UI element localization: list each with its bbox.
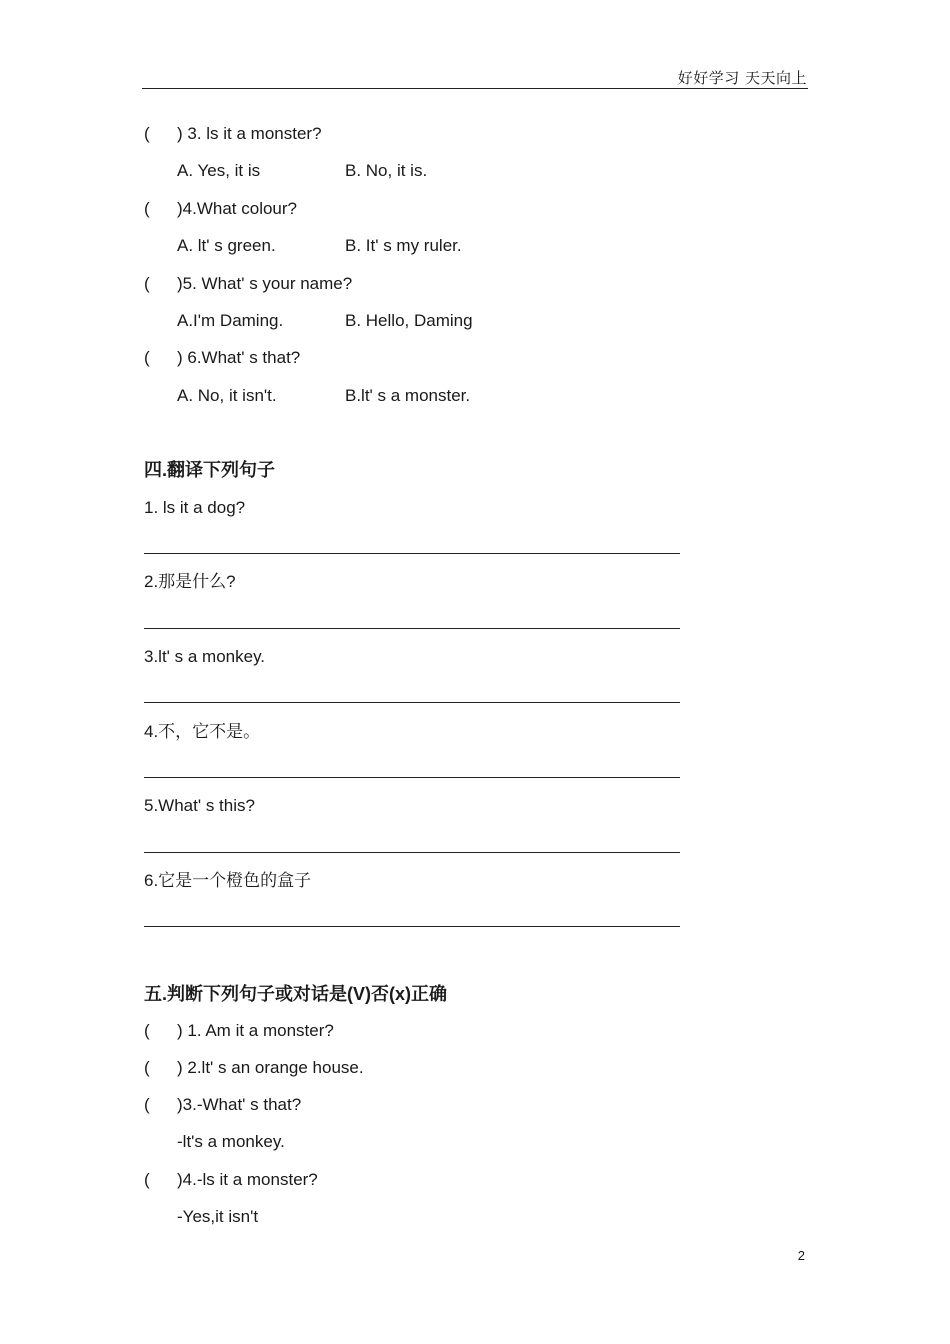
translation-prompt: 2.那是什么? [144, 572, 236, 591]
page-header-motto: 好好学习 天天向上 [677, 69, 807, 87]
answer-line[interactable] [144, 852, 680, 853]
question-text: ) 3. ls it a monster? [177, 124, 322, 143]
answer-paren: ( [144, 348, 150, 367]
option-b: B. Hello, Daming [345, 311, 473, 330]
option-a: A. No, it isn't. [177, 386, 277, 405]
answer-paren: ( [144, 1170, 150, 1189]
judgement-text: )3.-What' s that? [177, 1095, 302, 1114]
option-b: B.lt' s a monster. [345, 386, 471, 405]
question-text: ) 6.What' s that? [177, 348, 301, 367]
translation-prompt: 3.lt' s a monkey. [144, 647, 266, 666]
answer-line[interactable] [144, 553, 680, 554]
answer-paren: ( [144, 1058, 150, 1077]
answer-line[interactable] [144, 628, 680, 629]
judgement-text: ) 2.lt' s an orange house. [177, 1058, 364, 1077]
translation-prompt: 5.What' s this? [144, 796, 255, 815]
judgement-text: )4.-ls it a monster? [177, 1170, 318, 1189]
translation-prompt: 1. ls it a dog? [144, 498, 246, 517]
answer-line[interactable] [144, 777, 680, 778]
question-text: )4.What colour? [177, 199, 297, 218]
translation-prompt: 6.它是一个橙色的盒子 [144, 871, 312, 890]
answer-line[interactable] [144, 926, 680, 927]
option-b: B. It' s my ruler. [345, 236, 462, 255]
option-b: B. No, it is. [345, 161, 428, 180]
answer-line[interactable] [144, 702, 680, 703]
answer-paren: ( [144, 1095, 150, 1114]
answer-paren: ( [144, 124, 150, 143]
judgement-reply: -lt's a monkey. [177, 1132, 285, 1151]
page-number: 2 [797, 1248, 805, 1263]
judgement-text: ) 1. Am it a monster? [177, 1021, 334, 1040]
translation-prompt: 4.不，它不是。 [144, 722, 261, 741]
section-heading-judge: 五.判断下列句子或对话是(V)否(x)正确 [144, 984, 447, 1004]
judgement-reply: -Yes,it isn't [177, 1207, 259, 1226]
answer-paren: ( [144, 1021, 150, 1040]
option-a: A. Yes, it is [177, 161, 261, 180]
header-divider [142, 88, 808, 89]
question-text: )5. What' s your name? [177, 274, 353, 293]
answer-paren: ( [144, 274, 150, 293]
answer-paren: ( [144, 199, 150, 218]
option-a: A.I'm Daming. [177, 311, 284, 330]
section-heading-translate: 四.翻译下列句子 [144, 460, 276, 480]
option-a: A. lt' s green. [177, 236, 276, 255]
